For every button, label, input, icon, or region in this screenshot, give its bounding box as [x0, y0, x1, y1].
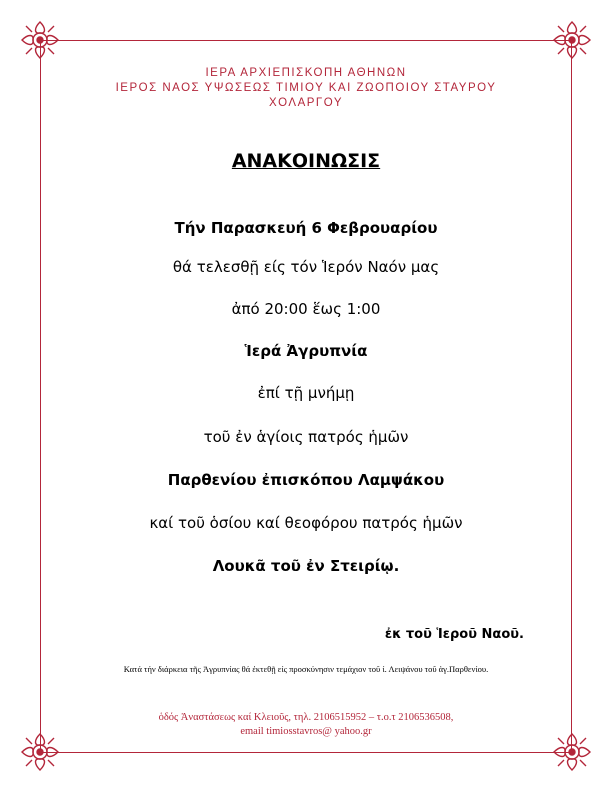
saint-parthenios: Παρθενίου ἐπισκόπου Λαμψάκου [167, 471, 445, 489]
body-line-2: θά τελεσθῇ είς τόν Ἱερόν Ναόν μας [172, 258, 440, 276]
body-line-5: ἐπί τῇ μνήμῃ [257, 384, 355, 402]
relic-note: Κατά τήν διάρκεια τῆς Ἀγρυπνίας θά ἐκτεθῇ είς προσκύνησιν τεμάχιον τοῦ ί. Λειψάνου τοῦ ἁγ.Παρθενίου. [123, 664, 489, 674]
signoff: ἐκ τοῦ Ἱεροῦ Ναοῦ. [384, 627, 524, 642]
border-top [40, 40, 572, 41]
ornament-corner-icon [18, 18, 62, 62]
footer-contact [0, 711, 612, 739]
event-name: Ἱερά Ἀγρυπνία [244, 342, 368, 360]
footer-email: email timiosstavros@ yahoo.gr [240, 726, 372, 737]
border-bottom [40, 752, 572, 753]
body-line-8: καί τοῦ ὁσίου καί θεοφόρου πατρός ἡμῶν [149, 514, 463, 532]
footer-address: ὁδός Ἀναστάσεως καί Κλειοῦς, τηλ. 2106515952 – τ.ο.τ 2106536508, [158, 712, 454, 723]
body-line-6: τοῦ ἐν ἁγίοις πατρός ἡμῶν [203, 428, 409, 446]
saint-loukas: Λουκᾶ τοῦ ἐν Στειρίῳ. [212, 557, 400, 575]
header-line-2: ΙΕΡΟΣ ΝΑΟΣ ΥΨΩΣΕΩΣ ΤΙΜΙΟΥ ΚΑΙ ΖΩΟΠΟΙΟΥ ΣΤΑΥΡΟΥ [115, 82, 497, 94]
header [0, 66, 612, 111]
ornament-corner-icon [550, 18, 594, 62]
event-time: ἀπό 20:00 ἕως 1:00 [231, 300, 381, 318]
page-title: ΑΝΑΚΟΙΝΩΣΙΣ [231, 150, 381, 172]
event-date: Τήν Παρασκευή 6 Φεβρουαρίου [174, 219, 438, 237]
header-line-1: ΙΕΡΑ ΑΡΧΙΕΠΙΣΚΟΠΗ ΑΘΗΝΩΝ [205, 67, 407, 79]
header-line-3: ΧΟΛΑΡΓΟΥ [268, 97, 343, 109]
